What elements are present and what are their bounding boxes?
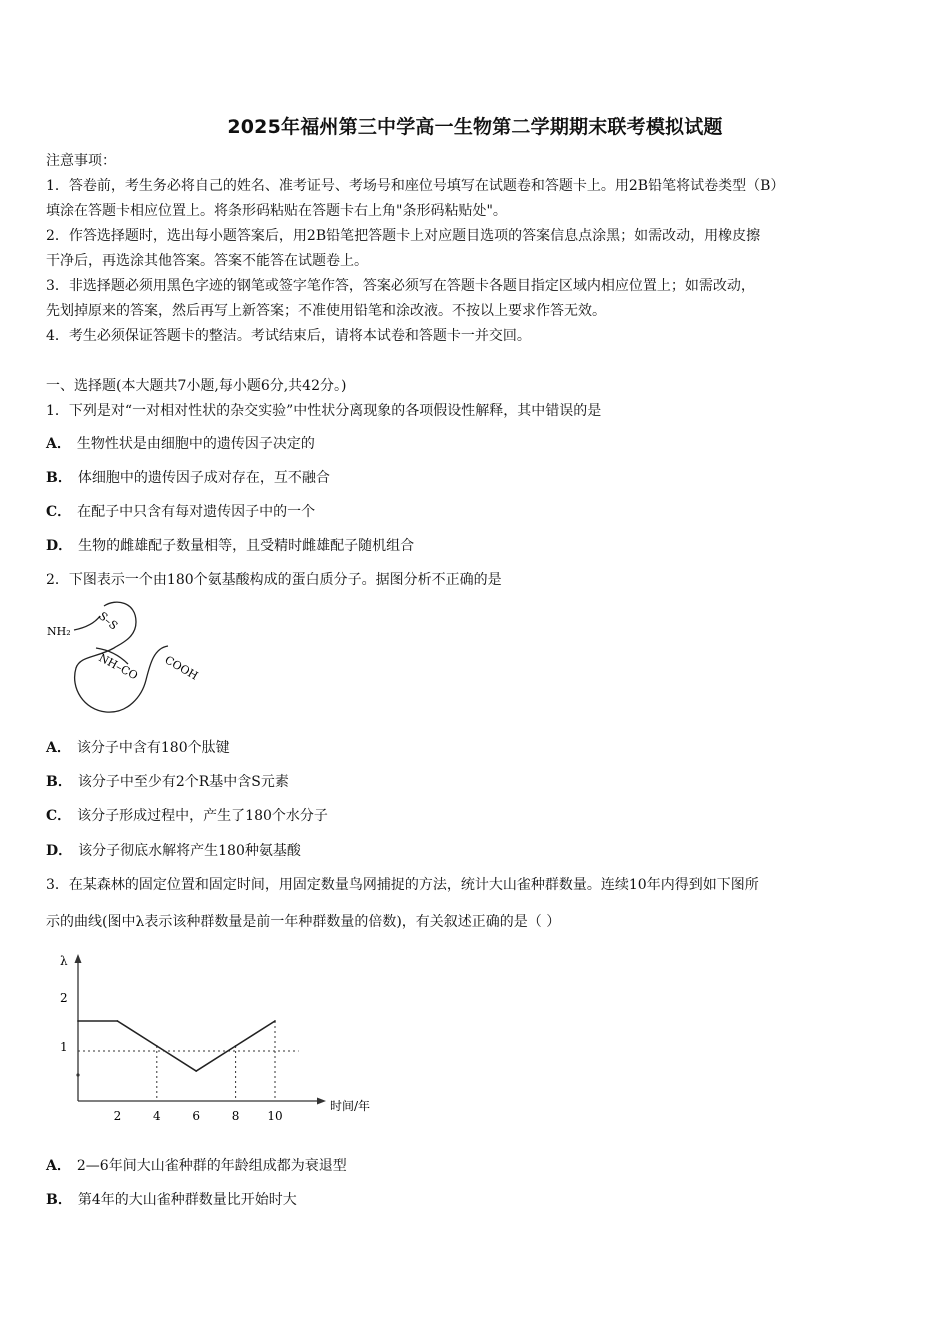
option-letter: B． <box>46 1192 72 1208</box>
q3-option-a <box>46 1157 347 1175</box>
notice-line: 1．答卷前，考生务必将自己的姓名、准考证号、考场号和座位号填写在试题卷和答题卡上。用2B铅笔将试卷类型（B） <box>46 178 785 194</box>
data-point <box>156 1045 158 1047</box>
q3-option-b <box>46 1191 297 1209</box>
notice-heading: 注意事项： <box>46 153 116 169</box>
notice-line: 先划掉原来的答案，然后再写上新答案；不准使用铅笔和涂改液。不按以上要求作答无效。 <box>46 303 606 319</box>
q3-stem-line1: 3．在某森林的固定位置和固定时间，用固定数量鸟网捕捉的方法，统计大山雀种群数量。连续10年内得到如下图所 <box>46 877 759 893</box>
option-text: 该分子彻底水解将产生180种氨基酸 <box>78 843 301 859</box>
option-text: 该分子形成过程中，产生了180个水分子 <box>77 808 328 824</box>
disulfide-label: S–S <box>96 609 121 633</box>
option-letter: B． <box>46 774 72 790</box>
x-tick-label: 8 <box>231 1109 240 1123</box>
q2-option-b <box>46 773 289 791</box>
option-text: 该分子中至少有2个R基中含S元素 <box>77 774 289 790</box>
x-axis-arrow <box>317 1098 326 1105</box>
q1-option-b <box>46 469 330 487</box>
y-axis-dot <box>76 1073 79 1076</box>
x-tick-label: 6 <box>192 1109 201 1123</box>
q1-option-d <box>46 537 414 555</box>
exam-title: 2025年福州第三中学高一生物第二学期期末联考模拟试题 <box>227 116 723 138</box>
notice-line: 3．非选择题必须用黑色字迹的钢笔或签字笔作答，答案必须写在答题卡各题目指定区域内相应位置上；如需改动， <box>46 278 755 294</box>
peptide-bond-label: NH–CO <box>96 651 140 683</box>
option-letter: D． <box>46 538 73 554</box>
option-text: 生物的雌雄配子数量相等，且受精时雌雄配子随机组合 <box>78 538 415 554</box>
notice-line: 4．考生必须保证答题卡的整洁。考试结束后，请将本试卷和答题卡一并交回。 <box>46 328 531 344</box>
option-letter: A． <box>46 436 71 452</box>
q2-option-d <box>46 842 301 860</box>
option-letter: B． <box>46 470 72 486</box>
option-letter: C． <box>46 808 72 824</box>
option-text: 该分子中含有180个肽键 <box>76 740 230 756</box>
protein-molecule-figure <box>40 598 220 723</box>
option-letter: C． <box>46 504 72 520</box>
q2-option-a <box>46 739 230 757</box>
q1-option-a <box>46 435 315 453</box>
chart-plot-area <box>77 1020 299 1123</box>
section-heading: 一、选择题(本大题共7小题,每小题6分,共42分。) <box>46 378 347 394</box>
option-letter: A． <box>46 1158 71 1174</box>
option-text: 第4年的大山雀种群数量比开始时大 <box>77 1192 297 1208</box>
notice-line: 干净后，再选涂其他答案。答案不能答在试题卷上。 <box>46 253 368 269</box>
y-axis-arrow <box>75 954 82 963</box>
option-text: 在配子中只含有每对遗传因子中的一个 <box>77 504 316 520</box>
q1-option-c <box>46 503 315 521</box>
lambda-chart <box>46 950 396 1130</box>
q3-stem-line2: 示的曲线(图中λ表示该种群数量是前一年种群数量的倍数)，有关叙述正确的是（ ） <box>46 914 561 930</box>
nh2-label: NH₂ <box>47 625 71 638</box>
data-point <box>195 1070 197 1072</box>
y-tick-label: 1 <box>60 1040 68 1054</box>
y-tick-label: 2 <box>60 991 68 1005</box>
q1-stem: 1．下列是对“一对相对性状的杂交实验”中性状分离现象的各项假设性解释，其中错误的是 <box>46 403 602 419</box>
data-point <box>235 1045 237 1047</box>
option-text: 生物性状是由细胞中的遗传因子决定的 <box>76 436 315 452</box>
lambda-series-line <box>78 1021 275 1071</box>
polypeptide-chain <box>75 602 168 712</box>
data-point <box>117 1020 119 1022</box>
x-tick-label: 2 <box>113 1109 122 1123</box>
q2-option-c <box>46 807 328 825</box>
option-text: 体细胞中的遗传因子成对存在，互不融合 <box>77 470 330 486</box>
x-axis-label: 时间/年 <box>330 1099 371 1113</box>
x-tick-label: 10 <box>267 1109 283 1123</box>
option-letter: A． <box>46 740 71 756</box>
notice-line: 填涂在答题卡相应位置上。将条形码粘贴在答题卡右上角"条形码粘贴处"。 <box>46 203 507 219</box>
option-text: 2—6年间大山雀种群的年龄组成都为衰退型 <box>76 1158 347 1174</box>
y-axis-label: λ <box>60 954 68 968</box>
notice-line: 2．作答选择题时，选出每小题答案后，用2B铅笔把答题卡上对应题目选项的答案信息点涂黑；如需改动，用橡皮擦 <box>46 228 761 244</box>
x-tick-label: 4 <box>152 1109 161 1123</box>
data-point <box>274 1020 276 1022</box>
q2-stem: 2．下图表示一个由180个氨基酸构成的蛋白质分子。据图分析不正确的是 <box>46 572 502 588</box>
option-letter: D． <box>46 843 73 859</box>
data-point <box>77 1020 79 1022</box>
cooh-label: COOH <box>162 653 201 683</box>
